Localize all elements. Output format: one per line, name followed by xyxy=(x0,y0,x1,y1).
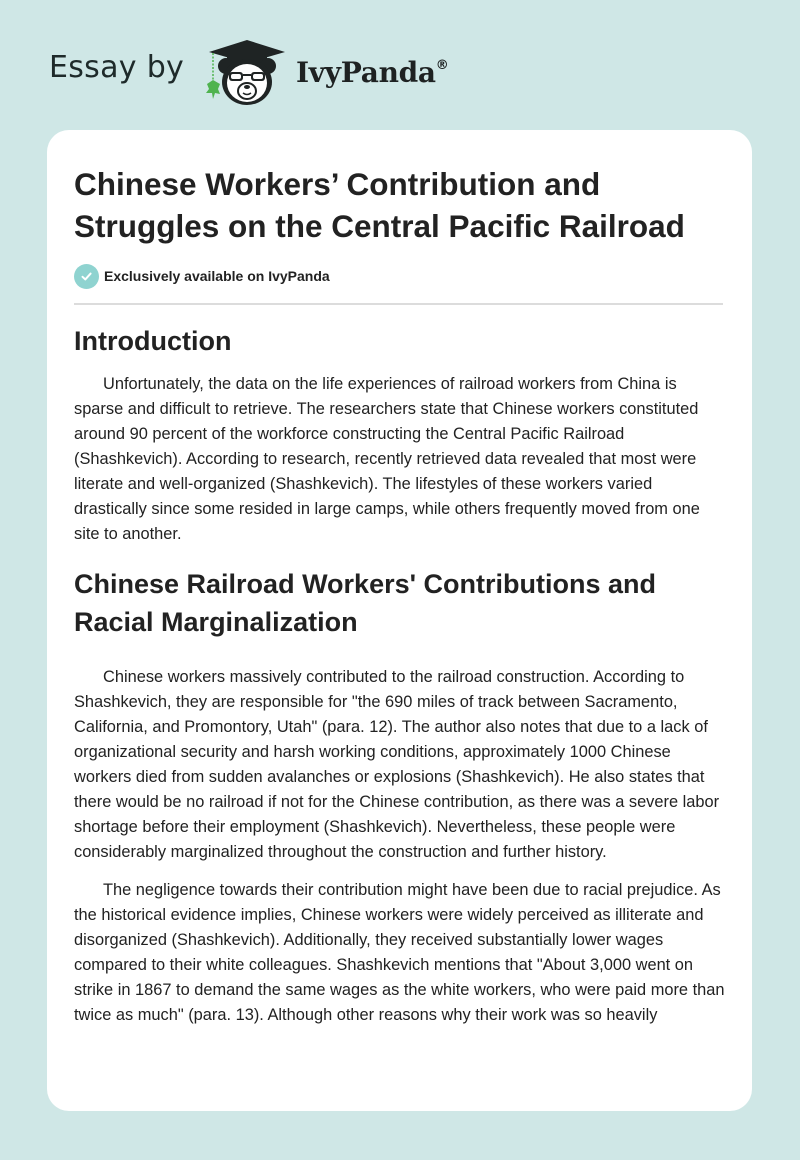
essay-title: Chinese Workers’ Contribution and Struggles on the Central Pacific Railroad xyxy=(74,166,685,244)
exclusive-badge-label: Exclusively available on IvyPanda xyxy=(104,268,330,284)
brand-name-text: IvyPanda xyxy=(296,56,436,89)
section-heading: Chinese Railroad Workers' Contributions and Racial Marginalization xyxy=(74,569,657,637)
registered-mark: ® xyxy=(435,57,449,73)
essay-body xyxy=(74,322,726,1041)
panda-graduation-cap-logo-icon xyxy=(203,36,291,108)
ivypanda-wordmark xyxy=(296,56,448,89)
paragraph: Unfortunately, the data on the life experiences of railroad workers from China is sparse and difficult to retrieve. The researchers state that Chinese workers constituted around 90 percent of the workforce constructing the Central Pacific Railroad (Shashkevich). According to research, recently retrieved data revealed that most were literate and well-organized (Shashkevich). The lifestyles of these workers varied drastically since some resided in large camps, while others frequently moved from one site to another. xyxy=(74,375,700,543)
title-divider xyxy=(74,303,723,305)
section-heading: Introduction xyxy=(74,326,232,356)
section-introduction xyxy=(74,322,726,547)
ivypanda-logo-link[interactable] xyxy=(203,36,291,108)
exclusive-badge xyxy=(74,263,330,289)
site-header xyxy=(0,0,800,130)
check-circle-icon xyxy=(74,264,99,289)
paragraph: Chinese workers massively contributed to the railroad construction. According to Shashkevich, they are responsible for "the 690 miles of track between Sacramento, California, and Promontory, Utah" (para. 12). The author also notes that due to a lack of organizational security and harsh working conditions, approximately 1000 Chinese workers died from sudden avalanches or explosions (Shashkevich). He also states that there would be no railroad if not for the Chinese contribution, as there was a severe labor shortage before their employment (Shashkevich). Nevertheless, these people were considerably marginalized throughout the construction and further history. xyxy=(74,668,720,861)
essay-by-label: Essay by xyxy=(49,50,185,85)
essay-card xyxy=(47,130,752,1111)
section-contributions-marginalization xyxy=(74,565,726,1028)
paragraph: The negligence towards their contribution might have been due to racial prejudice. As the historical evidence implies, Chinese workers were widely perceived as illiterate and disorganized (Shashkevich). Additionally, they received substantially lower wages compared to their white colleagues. Shashkevich mentions that "About 3,000 went on strike in 1867 to demand the same wages as the white workers, who were paid more than twice as much" (para. 13). Although other reasons why their work was so heavily xyxy=(74,881,725,1024)
